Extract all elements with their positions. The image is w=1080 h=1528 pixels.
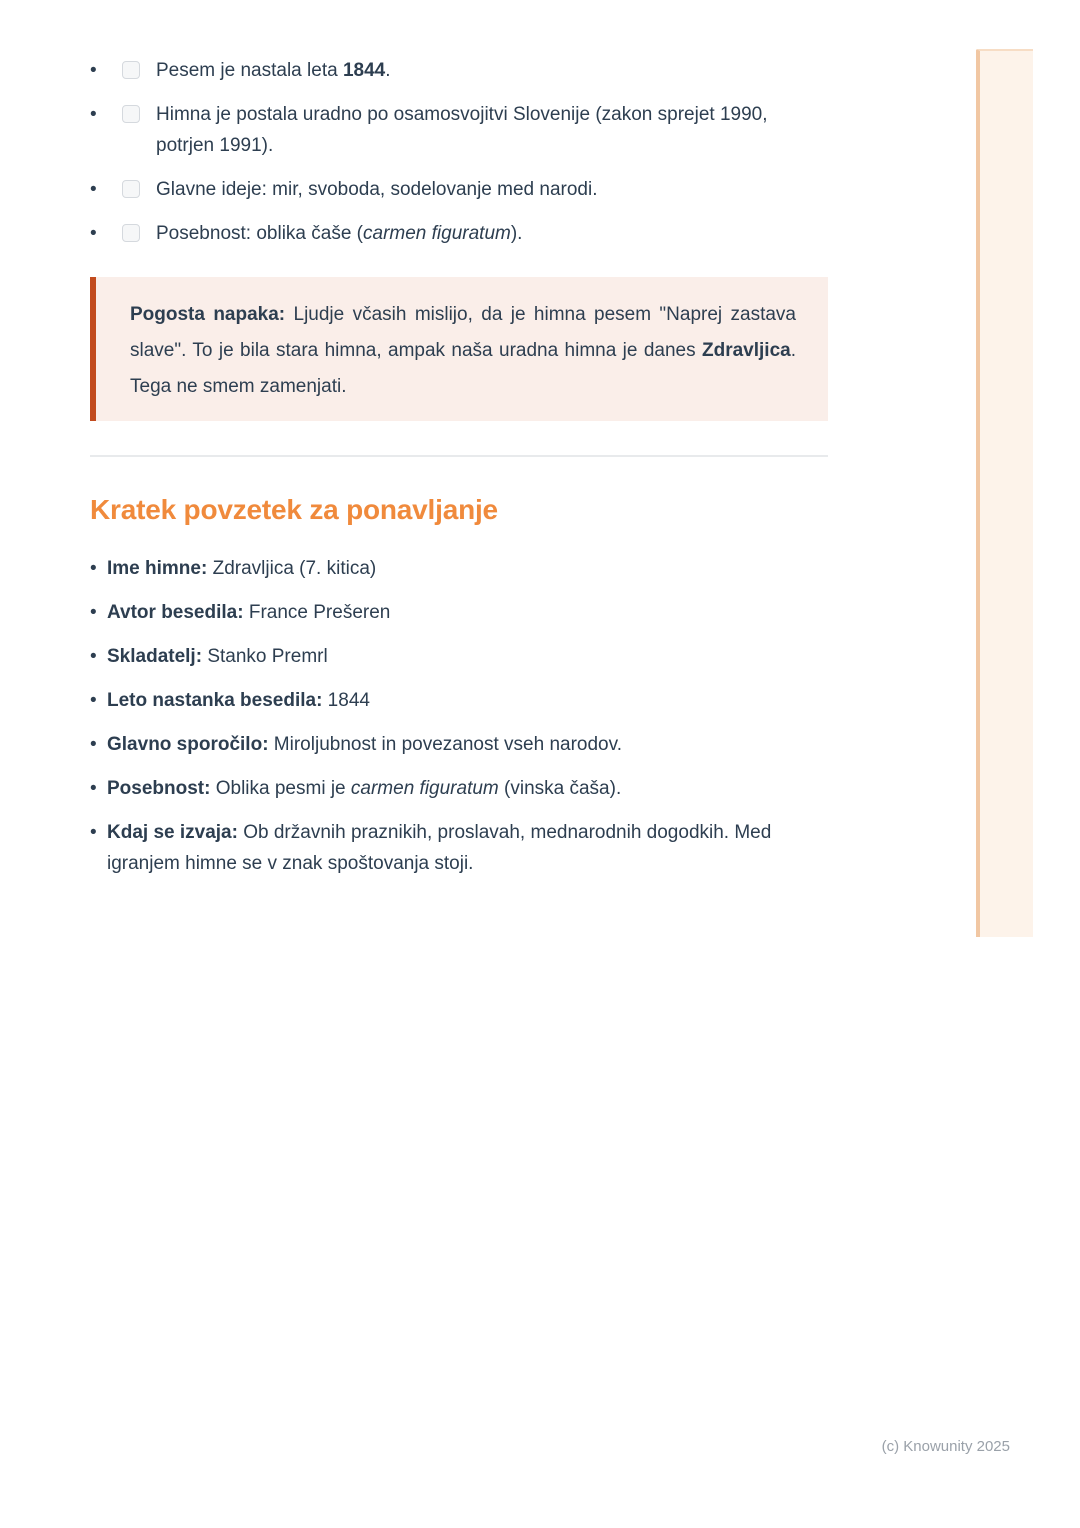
callout-box — [90, 277, 828, 421]
checklist-item — [90, 174, 828, 205]
bullet-icon: • — [90, 778, 97, 799]
section-heading: Kratek povzetek za ponavljanje — [90, 494, 498, 525]
checklist-item-text: Himna je postala uradno po osamosvojitvi Slovenije (zakon sprejet 1990, potrjen 1991). — [156, 104, 768, 156]
bullet-icon: • — [90, 223, 97, 244]
summary-item-text: Kdaj se izvaja: Ob državnih praznikih, proslavah, mednarodnih dogodkih. Med igranjem himne se v znak spoštovanja stoji. — [107, 822, 772, 874]
summary-item-text: Skladatelj: Stanko Premrl — [107, 646, 328, 667]
checklist — [90, 55, 828, 249]
summary-item-text: Glavno sporočilo: Miroljubnost in povezanost vseh narodov. — [107, 734, 622, 755]
callout-text: Pogosta napaka: Ljudje včasih mislijo, da je himna pesem "Naprej zastava slave". To je bila stara himna, ampak naša uradna himna je danes Zdravljica. Tega ne smem zamenjati. — [130, 304, 796, 397]
summary-item-text: Leto nastanka besedila: 1844 — [107, 690, 370, 711]
section-divider — [90, 455, 828, 457]
next-page-edge-strip — [976, 49, 1033, 937]
bullet-icon: • — [90, 690, 97, 711]
bullet-icon: • — [90, 104, 97, 125]
checklist-item — [90, 218, 828, 249]
checklist-item-text: Posebnost: oblika čaše (carmen figuratum). — [156, 223, 523, 244]
checklist-item — [90, 55, 828, 86]
footer-copyright: (c) Knowunity 2025 — [881, 1438, 1010, 1455]
summary-item-text: Avtor besedila: France Prešeren — [107, 602, 391, 623]
bullet-icon: • — [90, 179, 97, 200]
summary-item — [90, 553, 828, 584]
bullet-icon: • — [90, 734, 97, 755]
checklist-item-text: Glavne ideje: mir, svoboda, sodelovanje med narodi. — [156, 179, 598, 200]
bullet-icon: • — [90, 602, 97, 623]
checklist-item — [90, 99, 828, 161]
summary-item — [90, 597, 828, 628]
bullet-icon: • — [90, 646, 97, 667]
bullet-icon: • — [90, 60, 97, 81]
task-checkbox[interactable] — [122, 61, 140, 79]
task-checkbox[interactable] — [122, 224, 140, 242]
summary-item-text: Posebnost: Oblika pesmi je carmen figuratum (vinska čaša). — [107, 778, 622, 799]
summary-item — [90, 685, 828, 716]
bullet-icon: • — [90, 822, 97, 843]
summary-item — [90, 773, 828, 804]
document-content — [90, 55, 828, 892]
summary-item — [90, 817, 828, 879]
checklist-item-text: Pesem je nastala leta 1844. — [156, 60, 391, 81]
summary-item-text: Ime himne: Zdravljica (7. kitica) — [107, 558, 377, 579]
summary-item — [90, 729, 828, 760]
bullet-icon: • — [90, 558, 97, 579]
task-checkbox[interactable] — [122, 180, 140, 198]
summary-item — [90, 641, 828, 672]
summary-list — [90, 553, 828, 879]
task-checkbox[interactable] — [122, 105, 140, 123]
